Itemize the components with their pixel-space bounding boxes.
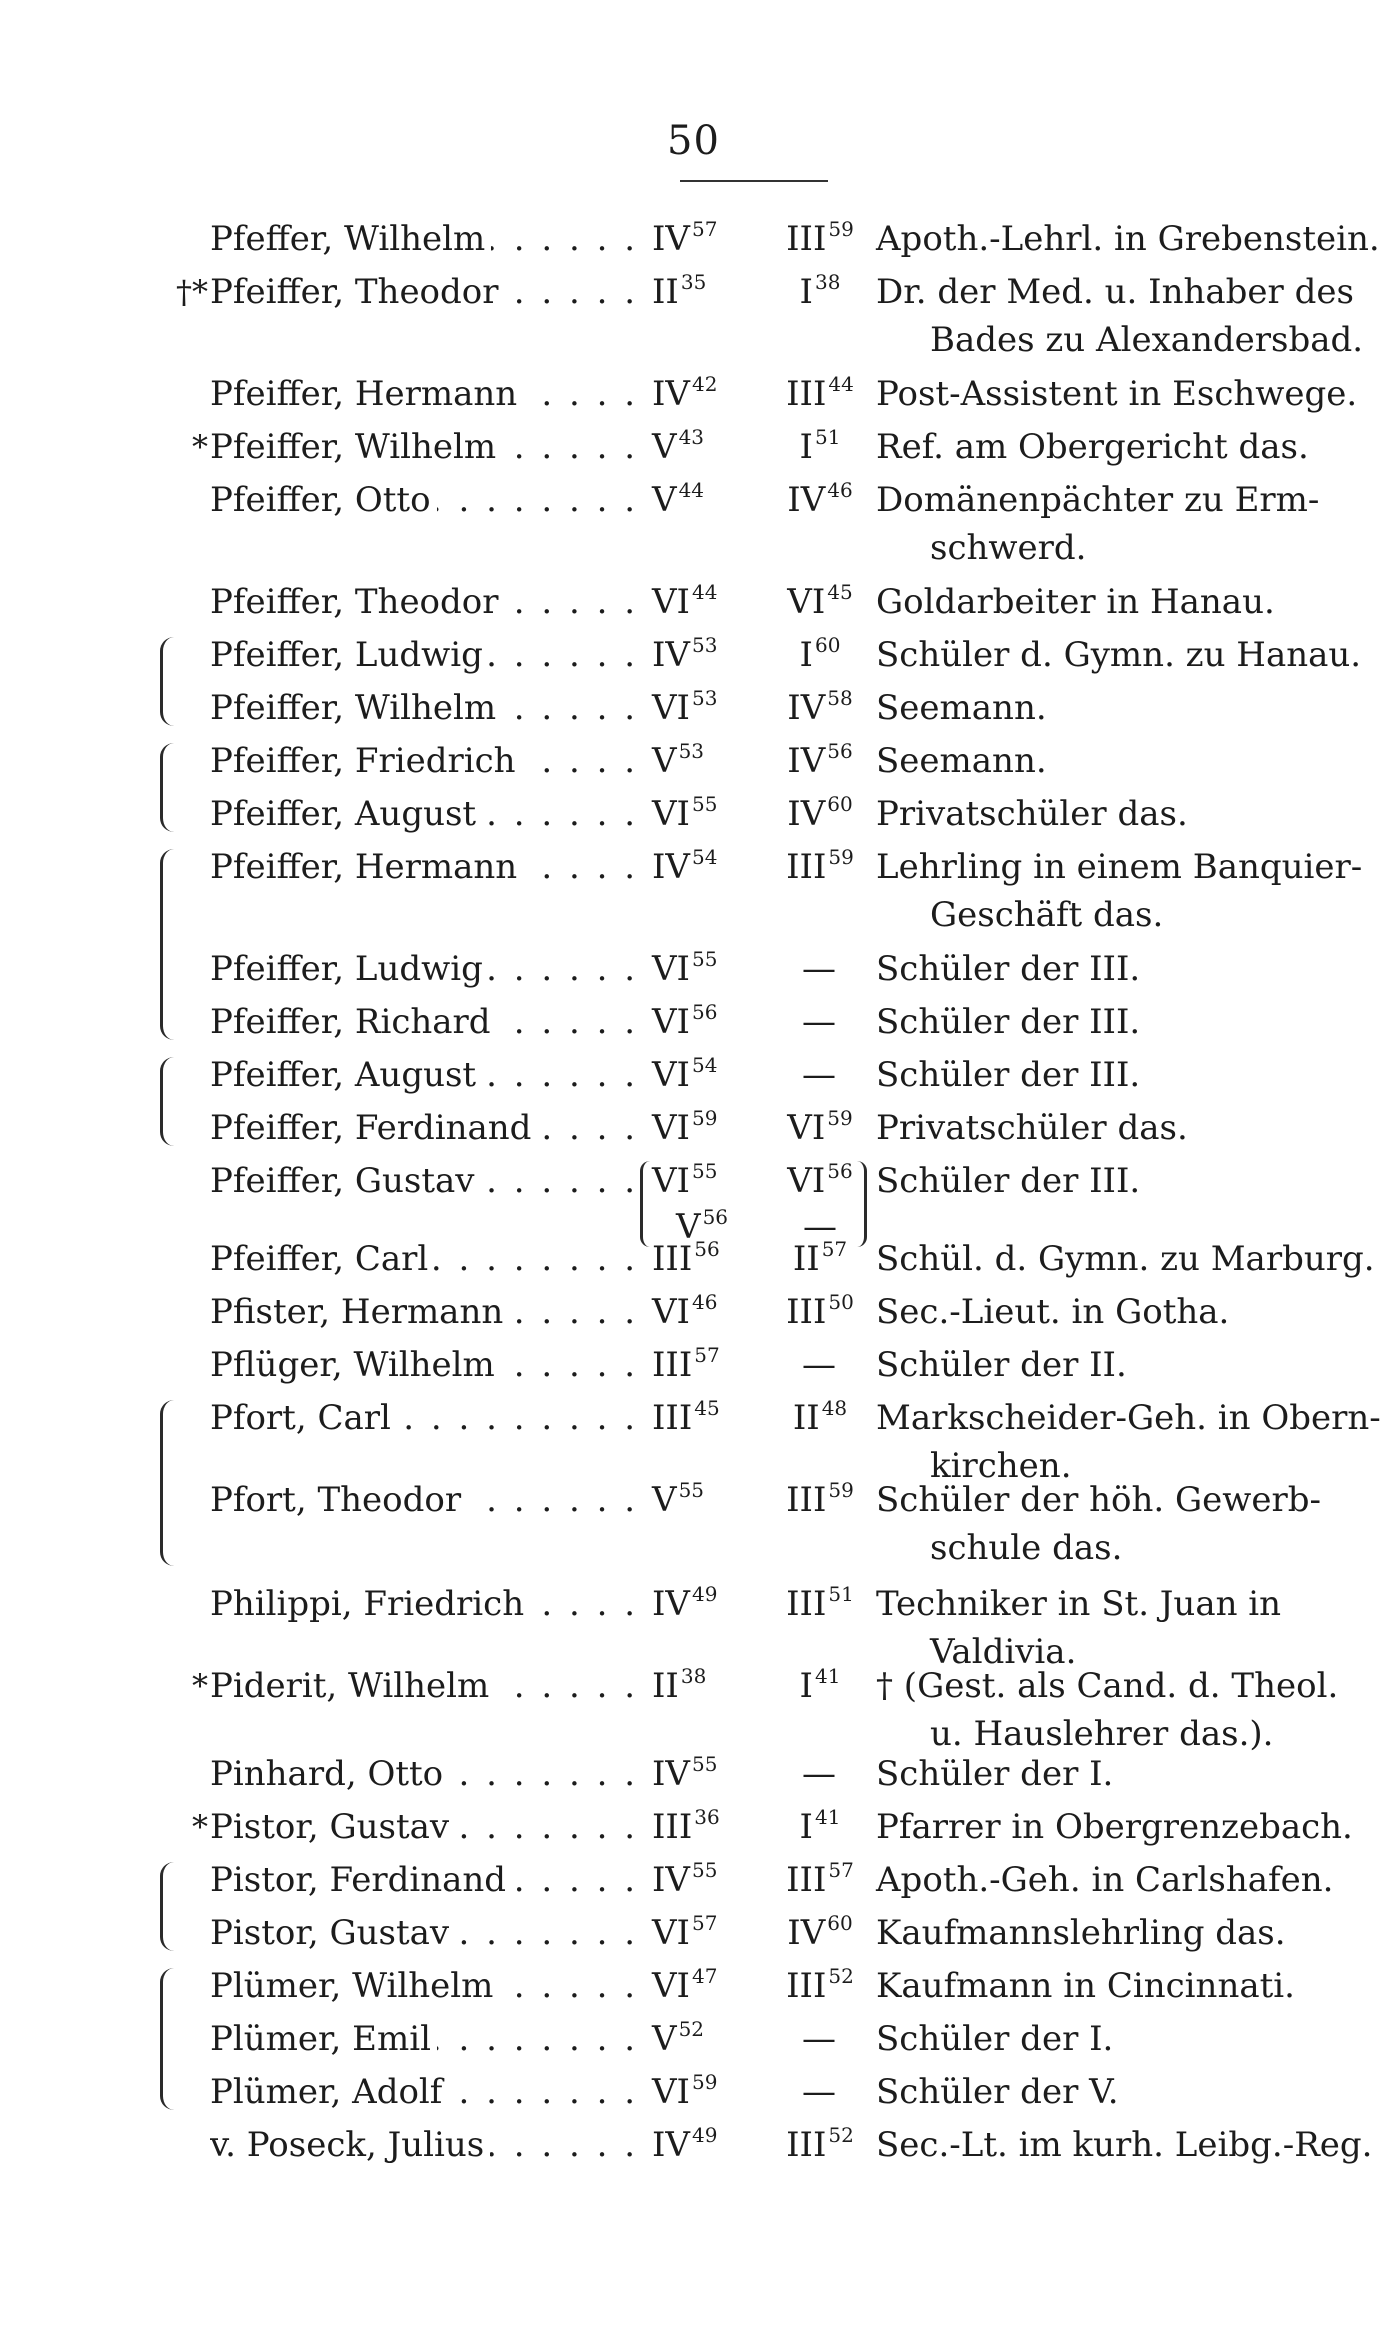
- person-name: Plümer, Adolf . . .: [210, 2068, 640, 2116]
- entry-year: 53: [691, 633, 718, 657]
- entry-class: IV $^{57}$: [652, 217, 718, 259]
- entry-year: 59: [691, 2070, 718, 2094]
- exit-year: 56: [827, 1159, 853, 1183]
- occupation-remark-continued: u. Hauslehrer das.).: [930, 1714, 1274, 1754]
- person-name: Pfeiffer, Wilhelm . . .: [210, 684, 640, 732]
- occupation-remark: Sec.-Lt. im kurh. Leibg.-Reg.: [876, 2125, 1373, 2165]
- person-name: Pfort, Carl . . .: [210, 1394, 640, 1442]
- person-name: Pfeiffer, Ludwig . . .: [210, 945, 640, 993]
- person-name: Pfeiffer, Gustav . . .: [210, 1157, 640, 1205]
- entry-year: 55: [678, 1478, 705, 1502]
- entry-year: 53: [678, 739, 705, 763]
- person-name: Pfeiffer, Ferdinand . . .: [210, 1104, 640, 1152]
- entry-year: 49: [691, 2123, 718, 2147]
- entry-class: IV $^{49}$: [652, 1582, 718, 1624]
- entry-year: 55: [691, 947, 718, 971]
- entry-class: III $^{45}$: [652, 1396, 720, 1438]
- exit-class: I $^{60}$: [799, 633, 841, 675]
- occupation-remark: Schüler der I.: [876, 1754, 1114, 1794]
- exit-year: 57: [821, 1237, 848, 1261]
- entry-class: VI $^{56}$: [652, 1000, 718, 1042]
- person-name: Pfeiffer, August . . .: [210, 790, 640, 838]
- entry-year: 53: [691, 686, 718, 710]
- exit-class: I $^{41}$: [799, 1805, 841, 1847]
- person-name: Pistor, Gustav . . .: [210, 1803, 640, 1851]
- exit-class: II $^{48}$: [792, 1396, 848, 1438]
- exit-class: II $^{57}$: [792, 1237, 848, 1279]
- person-name: Pflüger, Wilhelm . . .: [210, 1341, 640, 1389]
- person-name: Pfeiffer, Carl . . .: [210, 1235, 640, 1283]
- occupation-remark: Schüler der I.: [876, 2019, 1114, 2059]
- entry-class: V $^{55}$: [652, 1478, 705, 1520]
- exit-class: I $^{38}$: [799, 270, 841, 312]
- entry-year: 45: [694, 1396, 720, 1420]
- entry-year: 54: [691, 845, 718, 869]
- exit-year: 44: [828, 372, 854, 396]
- occupation-remark: Apoth.-Geh. in Carlshafen.: [876, 1860, 1334, 1900]
- entry-year: 47: [691, 1964, 718, 1988]
- occupation-remark: Dr. der Med. u. Inhaber des: [876, 272, 1354, 312]
- occupation-remark-continued: Geschäft das.: [930, 895, 1164, 935]
- entry-class: III $^{57}$: [652, 1343, 720, 1385]
- family-brace: [160, 1968, 183, 2110]
- family-brace: [160, 637, 183, 726]
- entry-class: VI $^{55}$: [652, 792, 718, 834]
- entry-class: V $^{43}$: [652, 425, 705, 467]
- exit-year: 52: [828, 1964, 854, 1988]
- exit-year: 41: [814, 1664, 841, 1688]
- entry-mark: †*: [176, 273, 208, 311]
- exit-class: III $^{59}$: [786, 217, 854, 259]
- occupation-remark: Privatschüler das.: [876, 1108, 1188, 1148]
- family-brace: [160, 1057, 183, 1146]
- entry-class: VI $^{57}$: [652, 1911, 718, 1953]
- person-name: Pistor, Ferdinand . . .: [210, 1856, 640, 1904]
- occupation-remark: Schüler der III.: [876, 1002, 1141, 1042]
- occupation-remark-continued: kirchen.: [930, 1446, 1072, 1486]
- person-name: Philippi, Friedrich . . .: [210, 1580, 640, 1628]
- exit-year: 38: [814, 270, 841, 294]
- person-name: Pfeiffer, Otto . . .: [210, 476, 640, 524]
- occupation-remark: Kaufmann in Cincinnati.: [876, 1966, 1295, 2006]
- exit-class-second: —: [803, 1207, 837, 1247]
- exit-class: I $^{51}$: [799, 425, 841, 467]
- exit-year: 57: [828, 1858, 854, 1882]
- entry-year: 54: [691, 1053, 718, 1077]
- exit-class: —: [802, 2019, 836, 2059]
- occupation-remark: Schül. d. Gymn. zu Marburg.: [876, 1239, 1375, 1279]
- person-name: Pistor, Gustav . . .: [210, 1909, 640, 1957]
- occupation-remark: Markscheider-Geh. in Obern-: [876, 1398, 1381, 1438]
- exit-year: 41: [814, 1805, 841, 1829]
- entry-class: II $^{35}$: [652, 270, 707, 312]
- occupation-remark: Goldarbeiter in Hanau.: [876, 582, 1275, 622]
- exit-class: VI $^{56}$: [787, 1159, 853, 1201]
- person-name: Pfeiffer, Friedrich . . .: [210, 737, 640, 785]
- exit-year: 59: [827, 1106, 853, 1130]
- family-brace: [160, 1862, 183, 1951]
- entry-year: 43: [678, 425, 705, 449]
- exit-class: III $^{57}$: [786, 1858, 854, 1900]
- person-name: Pfeiffer, Richard . . .: [210, 998, 640, 1046]
- entry-year: 49: [691, 1582, 718, 1606]
- person-name: Pinhard, Otto . . .: [210, 1750, 640, 1798]
- exit-year: 51: [814, 425, 841, 449]
- person-name: Pfeiffer, Hermann . . .: [210, 843, 640, 891]
- entry-year: 44: [678, 478, 705, 502]
- exit-year: 60: [814, 633, 841, 657]
- family-brace: [160, 849, 183, 1040]
- exit-class: III $^{44}$: [786, 372, 854, 414]
- entry-mark: *: [192, 1808, 208, 1846]
- exit-year: 50: [828, 1290, 854, 1314]
- entry-class: IV $^{55}$: [652, 1858, 718, 1900]
- entry-mark: *: [192, 1667, 208, 1705]
- entry-year: 38: [680, 1664, 707, 1688]
- entry-year: 46: [691, 1290, 718, 1314]
- entry-year: 55: [691, 1159, 718, 1183]
- occupation-remark: Privatschüler das.: [876, 794, 1188, 834]
- occupation-remark: Schüler der II.: [876, 1345, 1127, 1385]
- family-brace: [160, 1400, 183, 1566]
- person-name: Piderit, Wilhelm . . .: [210, 1662, 640, 1710]
- person-name: Plümer, Wilhelm . . .: [210, 1962, 640, 2010]
- exit-class: I $^{41}$: [799, 1664, 841, 1706]
- entry-class-second: V $^{56}$: [676, 1205, 729, 1247]
- exit-class: IV $^{46}$: [787, 478, 853, 520]
- occupation-remark: Seemann.: [876, 741, 1047, 781]
- exit-class: —: [802, 1002, 836, 1042]
- exit-class: —: [802, 1754, 836, 1794]
- exit-class: III $^{51}$: [786, 1582, 854, 1624]
- exit-brace: [850, 1161, 867, 1247]
- entry-class: III $^{56}$: [652, 1237, 720, 1279]
- entry-year: 56: [694, 1237, 720, 1261]
- occupation-remark-continued: schule das.: [930, 1528, 1123, 1568]
- occupation-remark: Schüler der III.: [876, 1161, 1141, 1201]
- entry-class: VI $^{44}$: [652, 580, 718, 622]
- occupation-remark: Lehrling in einem Banquier-: [876, 847, 1363, 887]
- page-number: 50: [667, 118, 720, 164]
- person-name: Pfort, Theodor . . .: [210, 1476, 640, 1524]
- entry-year: 57: [694, 1343, 720, 1367]
- exit-class: III $^{50}$: [786, 1290, 854, 1332]
- occupation-remark: Seemann.: [876, 688, 1047, 728]
- person-name: Pfeiffer, Theodor . . .: [210, 268, 640, 316]
- occupation-remark-continued: schwerd.: [930, 528, 1087, 568]
- occupation-remark: Ref. am Obergericht das.: [876, 427, 1309, 467]
- entry-brace: [640, 1161, 657, 1247]
- person-name: v. Poseck, Julius . . .: [210, 2121, 640, 2169]
- exit-class: IV $^{58}$: [787, 686, 853, 728]
- exit-year: 45: [827, 580, 853, 604]
- exit-year: 59: [828, 845, 854, 869]
- exit-year: 60: [827, 1911, 853, 1935]
- exit-year: 59: [828, 217, 854, 241]
- exit-class: VI $^{45}$: [787, 580, 853, 622]
- entry-class: IV $^{42}$: [652, 372, 718, 414]
- entry-class: VI $^{54}$: [652, 1053, 718, 1095]
- occupation-remark: Kaufmannslehrling das.: [876, 1913, 1286, 1953]
- page-number-rule: [680, 180, 828, 182]
- person-name: Pfeiffer, Theodor . . .: [210, 578, 640, 626]
- exit-class: —: [802, 2072, 836, 2112]
- exit-class: III $^{52}$: [786, 2123, 854, 2165]
- exit-class: IV $^{60}$: [787, 1911, 853, 1953]
- entry-year: 35: [680, 270, 707, 294]
- entry-year: 52: [678, 2017, 705, 2041]
- occupation-remark: Schüler der III.: [876, 1055, 1141, 1095]
- entry-year-second: 56: [702, 1205, 729, 1229]
- exit-year: 56: [827, 739, 853, 763]
- entry-mark: *: [192, 428, 208, 466]
- exit-year: 59: [828, 1478, 854, 1502]
- occupation-remark: Techniker in St. Juan in: [876, 1584, 1282, 1624]
- person-name: Pfeiffer, August . . .: [210, 1051, 640, 1099]
- entry-class: VI $^{46}$: [652, 1290, 718, 1332]
- occupation-remark-continued: Valdivia.: [930, 1632, 1077, 1672]
- person-name: Pfeiffer, Ludwig . . .: [210, 631, 640, 679]
- exit-class: —: [802, 949, 836, 989]
- entry-year: 57: [691, 1911, 718, 1935]
- entry-year: 59: [691, 1106, 718, 1130]
- entry-class: V $^{53}$: [652, 739, 705, 781]
- exit-class: VI $^{59}$: [787, 1106, 853, 1148]
- exit-class: —: [802, 1345, 836, 1385]
- occupation-remark-continued: Bades zu Alexandersbad.: [930, 320, 1364, 360]
- entry-class: IV $^{55}$: [652, 1752, 718, 1794]
- entry-year: 44: [691, 580, 718, 604]
- entry-class: VI $^{55}$: [652, 947, 718, 989]
- occupation-remark: Post-Assistent in Eschwege.: [876, 374, 1358, 414]
- exit-year: 48: [821, 1396, 848, 1420]
- occupation-remark: Domänenpächter zu Erm-: [876, 480, 1320, 520]
- entry-class: VI $^{47}$: [652, 1964, 718, 2006]
- exit-class: IV $^{56}$: [787, 739, 853, 781]
- exit-class: III $^{52}$: [786, 1964, 854, 2006]
- entry-year: 36: [694, 1805, 720, 1829]
- entry-year: 56: [691, 1000, 718, 1024]
- entry-class: V $^{44}$: [652, 478, 705, 520]
- entry-class: III $^{36}$: [652, 1805, 720, 1847]
- entry-class: IV $^{54}$: [652, 845, 718, 887]
- occupation-remark: Apoth.-Lehrl. in Grebenstein.: [876, 219, 1380, 259]
- person-name: Pfeffer, Wilhelm . . .: [210, 215, 640, 263]
- entry-class: VI $^{53}$: [652, 686, 718, 728]
- entry-class: IV $^{53}$: [652, 633, 718, 675]
- occupation-remark: Sec.-Lieut. in Gotha.: [876, 1292, 1230, 1332]
- occupation-remark: † (Gest. als Cand. d. Theol.: [876, 1666, 1339, 1706]
- exit-year: 51: [828, 1582, 854, 1606]
- exit-class: IV $^{60}$: [787, 792, 853, 834]
- person-name: Pfeiffer, Wilhelm . . .: [210, 423, 640, 471]
- occupation-remark: Schüler der III.: [876, 949, 1141, 989]
- person-name: Pfeiffer, Hermann . . .: [210, 370, 640, 418]
- entry-class: IV $^{49}$: [652, 2123, 718, 2165]
- exit-year: 58: [827, 686, 853, 710]
- entry-class: VI $^{55}$: [652, 1159, 718, 1201]
- exit-class: III $^{59}$: [786, 845, 854, 887]
- occupation-remark: Pfarrer in Obergrenzebach.: [876, 1807, 1353, 1847]
- entry-year: 55: [691, 1858, 718, 1882]
- person-name: Plümer, Emil . . .: [210, 2015, 640, 2063]
- entry-class: V $^{52}$: [652, 2017, 705, 2059]
- occupation-remark: Schüler der V.: [876, 2072, 1119, 2112]
- entry-year: 55: [691, 792, 718, 816]
- entry-year: 42: [691, 372, 718, 396]
- family-brace: [160, 743, 183, 832]
- person-name: Pfister, Hermann . . .: [210, 1288, 640, 1336]
- occupation-remark: Schüler der höh. Gewerb-: [876, 1480, 1322, 1520]
- entry-class: VI $^{59}$: [652, 2070, 718, 2112]
- exit-year: 46: [827, 478, 853, 502]
- entry-class: II $^{38}$: [652, 1664, 707, 1706]
- entry-year: 57: [691, 217, 718, 241]
- exit-year: 60: [827, 792, 853, 816]
- entry-class: VI $^{59}$: [652, 1106, 718, 1148]
- exit-class: III $^{59}$: [786, 1478, 854, 1520]
- occupation-remark: Schüler d. Gymn. zu Hanau.: [876, 635, 1362, 675]
- entry-year: 55: [691, 1752, 718, 1776]
- exit-year: 52: [828, 2123, 854, 2147]
- exit-class: —: [802, 1055, 836, 1095]
